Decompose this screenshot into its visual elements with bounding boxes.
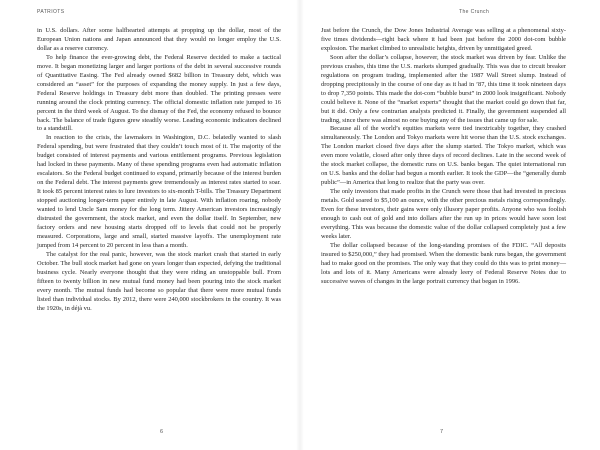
right-page [300,0,600,450]
left-paragraph: in U.S. dollars. After some halfhearted attempts at propping up the dollar, most of the European Union nations and Japan announced that they would no longer employ the U.S. dollar as a reserve currency. [37,27,281,52]
left-page-number: 6 [160,429,164,435]
left-paragraph: To help finance the ever-growing debt, the Federal Reserve decided to make a tactical move. It began monetizing larger and larger portions of the debt in several successive rounds of Quantitative Easing. The Fed already owned $682 billion in Treasury debt, which was considered an “asset” for the purposes of expanding the money supply. In just a few days, Federal Reserve holdings in Treasury debt more than doubled. The printing presses were running around the clock printing currency. The official domestic inflation rate jumped to 16 percent in the third week of August. To the dismay of the Fed, the economy refused to bounce back. The balance of trade figures grew steadily worse. Leading economic indicators declined to a standstill. [37,53,281,133]
left-body-text [37,27,281,414]
right-paragraph: Because all of the world’s equities markets were tied inextricably together, they crashed simultaneously. The London and Tokyo markets were hit worse than the U.S. stock exchanges. The London market closed five days after the slump started. The Tokyo market, which was even more volatile, closed after only three days of record declines. Late in the second week of the stock market collapse, the domestic runs on U.S. banks began. The quiet international run on U.S. banks and the dollar had begun a month earlier. It took the GDP—the “generally dumb public”—in America that long to realize that the party was over. [321,125,566,187]
right-running-head: The Crunch [459,9,490,15]
right-paragraph: Just before the Crunch, the Dow Jones Industrial Average was selling at a phenomenal sixty-five times dividends—right back where it had been just before the 2000 dot-com bubble explosion. The market climbed to unrealistic heights, driven by unmitigated greed. [321,27,566,52]
right-paragraph: Soon after the dollar’s collapse, however, the stock market was driven by fear. Unlike the previous crashes, this time the U.S. markets slumped gradually. This was due to circuit breaker regulations on program trading, implemented after the 1987 Wall Street slump. Instead of dropping precipitously in the course of one day as it had in ’87, this time it took nineteen days to drop 7,350 points. This made the dot-com “bubble burst” in 2000 look insignificant. Nobody could believe it. None of the “market experts” thought that the market could go down that far, but it did. Only a few contrarian analysts predicted it. Finally, the government suspended all trading, since there was almost no one buying any of the issues that came up for sale. [321,53,566,124]
right-paragraph: The only investors that made profits in the Crunch were those that had invested in precious metals. Gold soared to $5,100 an ounce, with the other precious metals rising correspondingly. Even for these investors, their gains were only illusory paper profits. Anyone who was foolish enough to cash out of gold and into dollars after the run up in prices would have soon lost everything. This was because the domestic value of the dollar collapsed completely just a few weeks later. [321,188,566,240]
book-gutter [296,0,304,450]
left-paragraph: The catalyst for the real panic, however, was the stock market crash that started in early October. The bull stock market had gone on years longer than expected, defying the traditional business cycle. Nearly everyone thought that they were riding an unstoppable bull. From fifteen to twenty billion in new mutual fund money had been pouring into the stock market every month. The mutual funds had become so popular that there were more mutual funds listed than individual stocks. By 2012, there were 240,000 stockbrokers in the country. It was the 1920s, in déjà vu. [37,250,281,312]
right-page-number: 7 [440,429,444,435]
right-paragraph: The dollar collapsed because of the long-standing promises of the FDIC. “All deposits insured to $250,000,” they had promised. When the domestic bank runs began, the government had to make good on the promises. The only way that they could do this was to print money—lots and lots of it. Many Americans were already leery of Federal Reserve Notes due to successive waves of changes in the large portrait currency that began in 1996. [321,241,566,285]
left-paragraph: In reaction to the crisis, the lawmakers in Washington, D.C. belatedly wanted to slash Federal spending, but were frustrated that they couldn’t touch most of it. The majority of the budget consisted of interest payments and various entitlement programs. Previous legislation had locked in these payments. Many of these spending programs even had automatic inflation escalators. So the Federal budget continued to expand, primarily because of the interest burden on the Federal debt. The interest payments grew tremendously as interest rates started to soar. It took 85 percent interest rates to lure investors to six-month T-bills. The Treasury Department stopped auctioning longer-term paper entirely in late August. With inflation roaring, nobody wanted to lend Uncle Sam money for the long term. Jittery American investors increasingly distrusted the government, the stock market, and even the dollar itself. In September, new factory orders and new housing starts dropped off to levels that could not be properly measured. Corporations, large and small, started massive layoffs. The unemployment rate jumped from 14 percent to 20 percent in less than a month. [37,134,281,249]
left-running-head: PATRIOTS [37,9,65,15]
right-body-text [321,27,566,414]
